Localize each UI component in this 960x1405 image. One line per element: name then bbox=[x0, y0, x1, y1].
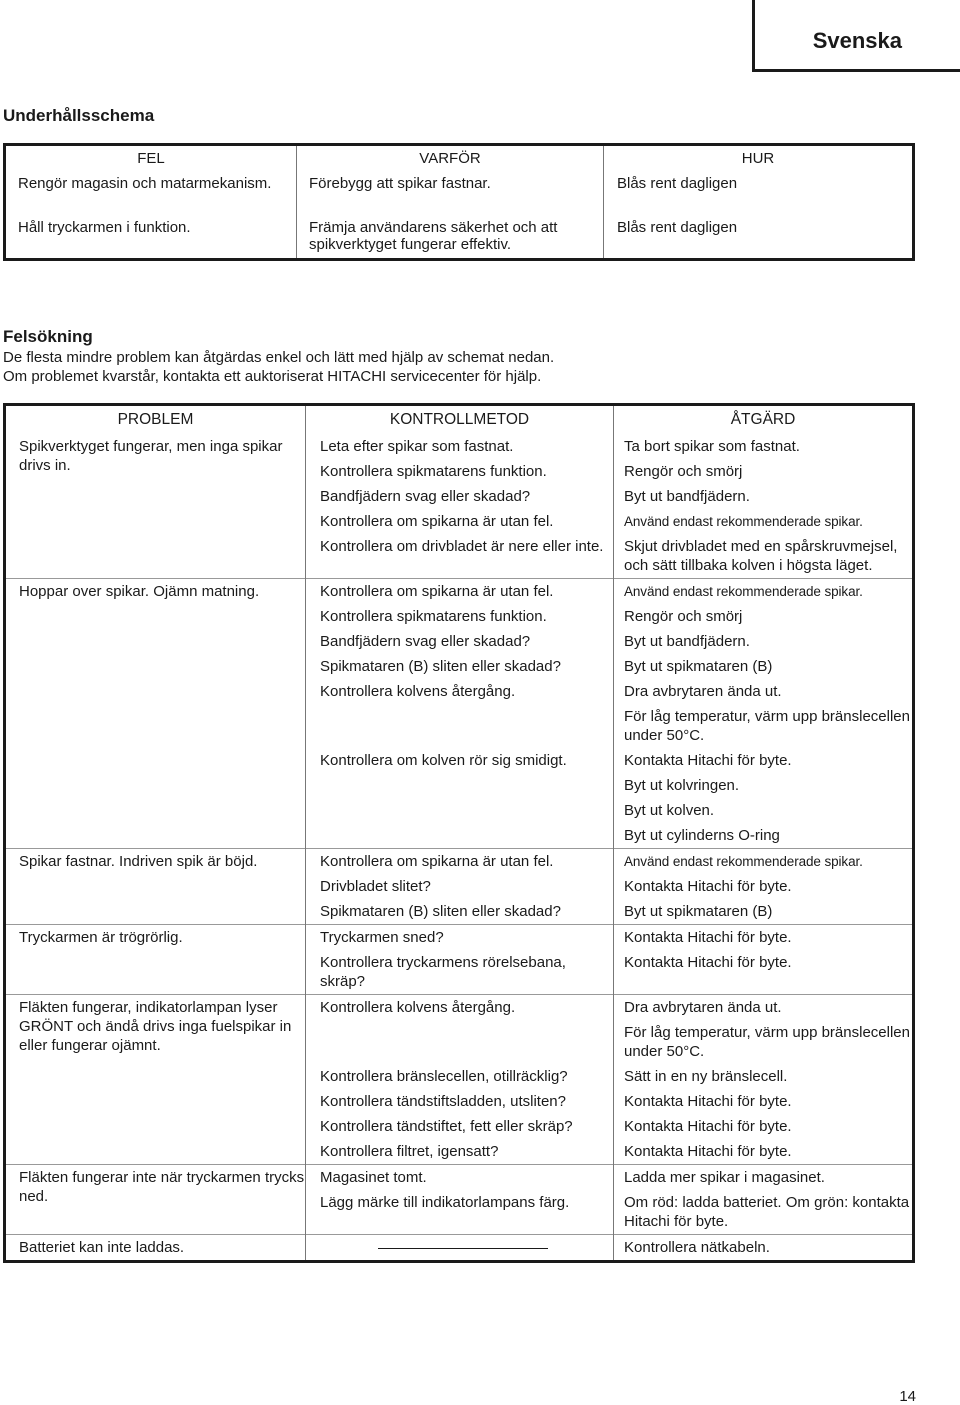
intro-line-2: Om problemet kvarstår, kontakta ett auktoriserat HITACHI servicecenter för hjälp. bbox=[3, 368, 542, 385]
table-cell: Förebygg att spikar fastnar. bbox=[297, 172, 604, 216]
problem-cell: Tryckarmen är trögrörlig. bbox=[5, 925, 306, 995]
method-cell: Kontrollera om kolven rör sig smidigt. bbox=[306, 748, 614, 849]
action-cell: Kontakta Hitachi för byte. bbox=[614, 1089, 914, 1114]
method-cell: Kontrollera om spikarna är utan fel. bbox=[306, 509, 614, 534]
table-row bbox=[5, 216, 914, 260]
action-cell: Byt ut kolvringen. bbox=[614, 773, 914, 798]
action-cell: Kontakta Hitachi för byte. bbox=[614, 925, 914, 951]
problem-cell: Spikverktyget fungerar, men inga spikar drivs in. bbox=[19, 438, 283, 474]
action-cell: Byt ut bandfjädern. bbox=[614, 629, 914, 654]
action-cell: Sätt in en ny bränslecell. bbox=[614, 1064, 914, 1089]
method-cell: Kontrollera om spikarna är utan fel. bbox=[306, 849, 614, 875]
action-cell: Byt ut cylinderns O-ring bbox=[614, 823, 914, 849]
action-cell: Skjut drivbladet med en spårskruvmejsel, och sätt tillbaka kolven i högsta läget. bbox=[614, 534, 914, 579]
table-row bbox=[5, 172, 914, 216]
method-cell: Kontrollera tändstiftet, fett eller skräp? bbox=[306, 1114, 614, 1139]
maintenance-header-row bbox=[5, 145, 914, 173]
table-row bbox=[5, 434, 914, 459]
method-cell: Bandfjädern svag eller skadad? bbox=[306, 629, 614, 654]
table-row bbox=[5, 1235, 914, 1262]
action-cell: Kontakta Hitachi för byte. bbox=[614, 748, 914, 773]
maintenance-title: Underhållsschema bbox=[3, 106, 155, 125]
maintenance-table bbox=[3, 143, 915, 261]
method-cell: Kontrollera spikmatarens funktion. bbox=[306, 604, 614, 629]
table-cell: Håll tryckarmen i funktion. bbox=[18, 219, 191, 236]
action-cell: Byt ut kolven. bbox=[614, 798, 914, 823]
method-cell: Kontrollera filtret, igensatt? bbox=[306, 1139, 614, 1165]
action-cell: Rengör och smörj bbox=[614, 604, 914, 629]
dash-line bbox=[378, 1248, 548, 1249]
troubleshooting-header-row bbox=[5, 405, 914, 435]
method-cell: Kontrollera tändstiftsladden, utsliten? bbox=[306, 1089, 614, 1114]
action-cell: Dra avbrytaren ända ut. bbox=[614, 995, 914, 1021]
intro-line-1: De flesta mindre problem kan åtgärdas enkel och lätt med hjälp av schemat nedan. bbox=[3, 349, 555, 366]
method-cell: Kontrollera om drivbladet är nere eller inte. bbox=[306, 534, 614, 579]
action-cell: För låg temperatur, värm upp bränslecellen under 50°C. bbox=[614, 704, 914, 748]
problem-cell: Fläkten fungerar, indikatorlampan lyser GRÖNT och ändå drivs inga fuelspikar in eller fungerar ojämnt. bbox=[5, 995, 306, 1165]
method-cell: Tryckarmen sned? bbox=[306, 925, 614, 951]
action-cell: Byt ut spikmataren (B) bbox=[614, 654, 914, 679]
column-header-hur: HUR bbox=[604, 145, 914, 173]
method-cell: Kontrollera spikmatarens funktion. bbox=[306, 459, 614, 484]
method-cell: Kontrollera kolvens återgång. bbox=[306, 679, 614, 748]
action-cell: Kontrollera nätkabeln. bbox=[614, 1235, 914, 1262]
method-cell: Leta efter spikar som fastnat. bbox=[306, 434, 614, 459]
column-header-fel: FEL bbox=[137, 150, 165, 167]
column-header-problem: PROBLEM bbox=[117, 411, 194, 428]
table-row bbox=[5, 1165, 914, 1191]
page-number: 14 bbox=[899, 1388, 916, 1405]
action-cell: För låg temperatur, värm upp bränslecellen under 50°C. bbox=[614, 1020, 914, 1064]
action-cell: Om röd: ladda batteriet. Om grön: kontakta Hitachi för byte. bbox=[614, 1190, 914, 1235]
problem-cell: Fläkten fungerar inte när tryckarmen trycks ned. bbox=[5, 1165, 306, 1235]
problem-cell: Batteriet kan inte laddas. bbox=[5, 1235, 306, 1262]
column-header-kontrollmetod: KONTROLLMETOD bbox=[306, 405, 614, 435]
table-row bbox=[5, 849, 914, 875]
troubleshooting-title: Felsökning bbox=[3, 327, 93, 346]
language-tab bbox=[752, 0, 960, 72]
action-cell: Kontakta Hitachi för byte. bbox=[614, 1114, 914, 1139]
method-cell: Kontrollera bränslecellen, otillräcklig? bbox=[306, 1064, 614, 1089]
method-cell: Spikmataren (B) sliten eller skadad? bbox=[306, 654, 614, 679]
table-cell: Blås rent dagligen bbox=[604, 172, 914, 216]
action-cell: Ta bort spikar som fastnat. bbox=[614, 434, 914, 459]
table-row bbox=[5, 995, 914, 1021]
problem-cell: Hoppar over spikar. Ojämn matning. bbox=[5, 579, 306, 849]
table-row bbox=[5, 579, 914, 605]
problem-cell: Spikar fastnar. Indriven spik är böjd. bbox=[5, 849, 306, 925]
action-cell: Använd endast rekommenderade spikar. bbox=[614, 849, 914, 875]
method-cell: Kontrollera kolvens återgång. bbox=[306, 995, 614, 1065]
method-cell: Magasinet tomt. bbox=[306, 1165, 614, 1191]
method-cell: Bandfjädern svag eller skadad? bbox=[306, 484, 614, 509]
column-header-varfor: VARFÖR bbox=[297, 145, 604, 173]
method-cell: Spikmataren (B) sliten eller skadad? bbox=[306, 899, 614, 925]
action-cell: Ladda mer spikar i magasinet. bbox=[614, 1165, 914, 1191]
method-cell-empty bbox=[306, 1235, 614, 1262]
column-header-atgard: ÅTGÄRD bbox=[614, 405, 914, 435]
action-cell: Kontakta Hitachi för byte. bbox=[614, 874, 914, 899]
action-cell: Byt ut bandfjädern. bbox=[614, 484, 914, 509]
method-cell: Kontrollera om spikarna är utan fel. bbox=[306, 579, 614, 605]
action-cell: Rengör och smörj bbox=[614, 459, 914, 484]
action-cell: Dra avbrytaren ända ut. bbox=[614, 679, 914, 704]
action-cell: Använd endast rekommenderade spikar. bbox=[614, 509, 914, 534]
table-cell: Rengör magasin och matarmekanism. bbox=[18, 175, 272, 192]
table-cell: Främja användarens säkerhet och att spikverktyget fungerar effektiv. bbox=[297, 216, 604, 260]
method-cell: Lägg märke till indikatorlampans färg. bbox=[306, 1190, 614, 1235]
method-cell: Kontrollera tryckarmens rörelsebana, skräp? bbox=[306, 950, 614, 995]
table-row bbox=[5, 925, 914, 951]
language-label: Svenska bbox=[812, 28, 902, 53]
action-cell: Kontakta Hitachi för byte. bbox=[614, 950, 914, 995]
action-cell: Använd endast rekommenderade spikar. bbox=[614, 579, 914, 605]
action-cell: Kontakta Hitachi för byte. bbox=[614, 1139, 914, 1165]
table-cell: Blås rent dagligen bbox=[604, 216, 914, 260]
action-cell: Byt ut spikmataren (B) bbox=[614, 899, 914, 925]
method-cell: Drivbladet slitet? bbox=[306, 874, 614, 899]
troubleshooting-table bbox=[3, 403, 915, 1263]
